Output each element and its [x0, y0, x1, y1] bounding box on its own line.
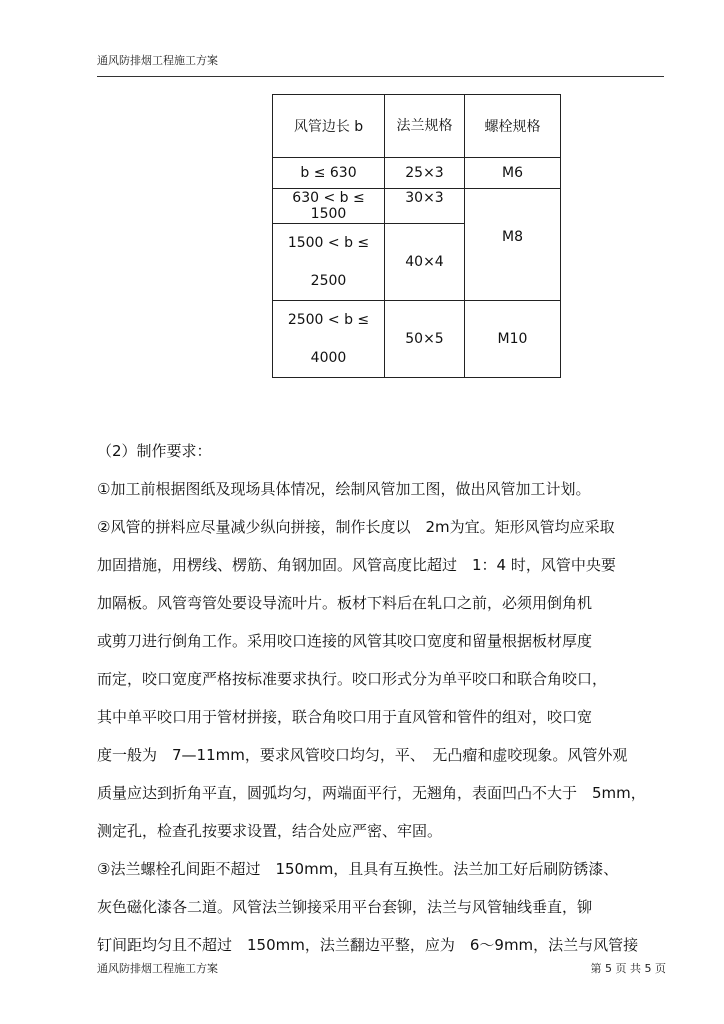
header-bolt-spec: 螺栓规格 — [465, 95, 561, 158]
table-row — [273, 189, 561, 224]
table-header-row — [273, 95, 561, 158]
cell-range: 2500 < b ≤ 4000 — [273, 301, 385, 378]
page-footer-title: 通风防排烟工程施工方案 — [97, 962, 218, 975]
cell-range: 630 < b ≤ 1500 — [273, 189, 385, 224]
body-line: ②风管的拼料应尽量减少纵向拼接，制作长度以 2m为宜。矩形风管均应采取 — [97, 518, 615, 536]
body-line: 钉间距均匀且不超过 150mm，法兰翻边平整，应为 6～9mm，法兰与风管接 — [97, 936, 639, 954]
table-row — [273, 158, 561, 189]
body-line: 加固措施，用楞线、楞筋、角钢加固。风管高度比超过 1：4 时，风管中央要 — [97, 556, 616, 574]
cell-bolt: M6 — [465, 158, 561, 189]
body-line: 加隔板。风管弯管处要设导流叶片。板材下料后在轧口之前，必须用倒角机 — [97, 594, 593, 612]
table-row — [273, 301, 561, 378]
cell-range: 1500 < b ≤ 2500 — [273, 224, 385, 301]
section-heading: （2）制作要求： — [97, 442, 212, 460]
cell-flange: 30×3 — [405, 190, 444, 206]
page-number: 第 5 页 共 5 页 — [590, 962, 666, 975]
body-line: 灰色磁化漆各二道。风管法兰铆接采用平台套铆，法兰与风管轴线垂直，铆 — [97, 898, 593, 916]
cell-flange: 40×4 — [385, 224, 465, 301]
body-line: 度一般为 7—11mm，要求风管咬口均匀，平、 无凸瘤和虚咬现象。风管外观 — [97, 746, 628, 764]
body-line: 质量应达到折角平直，圆弧均匀，两端面平行，无翘角，表面凹凸不大于 5mm， — [97, 784, 646, 802]
header-flange-spec: 法兰规格 — [385, 95, 465, 158]
body-line: 而定，咬口宽度严格按标准要求执行。咬口形式分为单平咬口和联合角咬口， — [97, 670, 608, 688]
page-header: 通风防排烟工程施工方案 — [97, 54, 218, 67]
cell-flange: 25×3 — [385, 158, 465, 189]
cell-bolt-merged: M8 — [502, 228, 523, 245]
cell-bolt: M10 — [465, 301, 561, 378]
body-line: 其中单平咬口用于管材拼接，联合角咬口用于直风管和管件的组对，咬口宽 — [97, 708, 593, 726]
body-line: 测定孔，检查孔按要求设置，结合处应严密、牢固。 — [97, 822, 443, 840]
body-text — [97, 432, 677, 964]
body-line: ①加工前根据图纸及现场具体情况，绘制风管加工图，做出风管加工计划。 — [97, 480, 591, 498]
cell-flange: 50×5 — [385, 301, 465, 378]
cell-range: b ≤ 630 — [273, 158, 385, 189]
body-line: ③法兰螺栓孔间距不超过 150mm，且具有互换性。法兰加工好后刷防锈漆、 — [97, 860, 619, 878]
flange-spec-table — [272, 94, 561, 378]
body-line: 或剪刀进行倒角工作。采用咬口连接的风管其咬口宽度和留量根据板材厚度 — [97, 632, 593, 650]
header-divider — [97, 76, 664, 77]
header-duct-side-length: 风管边长 b — [273, 95, 385, 158]
